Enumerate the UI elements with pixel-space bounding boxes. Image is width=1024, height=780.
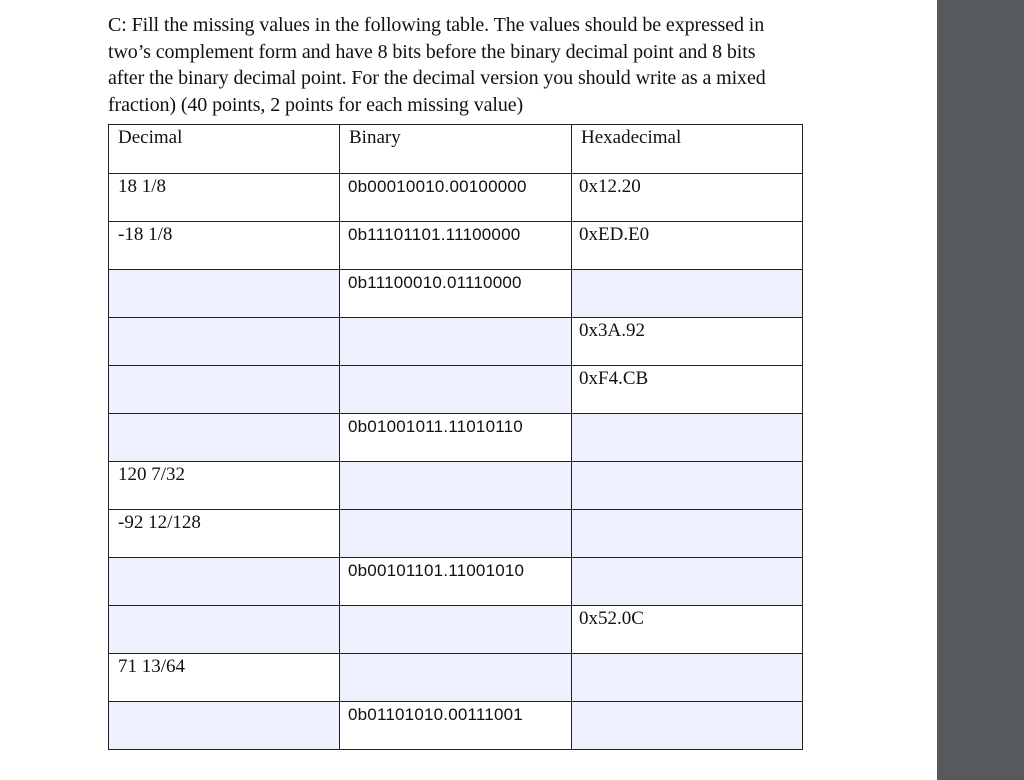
- hex-cell: 0x52.0C: [572, 606, 803, 654]
- decimal-cell: -92 12/128: [109, 510, 340, 558]
- decimal-cell: -18 1/8: [109, 222, 340, 270]
- binary-cell: 0b00101101.11001010: [340, 558, 572, 606]
- table-row: [109, 702, 803, 750]
- decimal-cell[interactable]: [109, 318, 340, 366]
- binary-cell[interactable]: [340, 366, 572, 414]
- binary-cell[interactable]: [340, 462, 572, 510]
- hex-cell: 0x12.20: [572, 174, 803, 222]
- hex-cell[interactable]: [572, 414, 803, 462]
- hex-cell: 0xF4.CB: [572, 366, 803, 414]
- header-hexadecimal: Hexadecimal: [572, 125, 803, 174]
- hex-cell[interactable]: [572, 654, 803, 702]
- header-binary: Binary: [340, 125, 572, 174]
- question-line: fraction) (40 points, 2 points for each missing value): [108, 93, 524, 116]
- table-row: [109, 462, 803, 510]
- binary-cell[interactable]: [340, 510, 572, 558]
- header-decimal: Decimal: [109, 125, 340, 174]
- table-row: [109, 222, 803, 270]
- binary-cell[interactable]: [340, 318, 572, 366]
- hex-cell[interactable]: [572, 462, 803, 510]
- binary-cell: 0b01101010.00111001: [340, 702, 572, 750]
- binary-cell[interactable]: [340, 654, 572, 702]
- table-header-row: [109, 125, 803, 174]
- binary-cell: 0b11101101.11100000: [340, 222, 572, 270]
- hex-cell[interactable]: [572, 270, 803, 318]
- table-row: [109, 414, 803, 462]
- question-text: [108, 12, 833, 118]
- decimal-cell: 18 1/8: [109, 174, 340, 222]
- decimal-cell[interactable]: [109, 702, 340, 750]
- viewer-side-panel: [937, 0, 1024, 780]
- hex-cell: 0x3A.92: [572, 318, 803, 366]
- table-row: [109, 606, 803, 654]
- decimal-cell: 120 7/32: [109, 462, 340, 510]
- binary-cell: 0b00010010.00100000: [340, 174, 572, 222]
- table-row: [109, 558, 803, 606]
- decimal-cell[interactable]: [109, 270, 340, 318]
- binary-cell[interactable]: [340, 606, 572, 654]
- binary-cell: 0b01001011.11010110: [340, 414, 572, 462]
- decimal-cell[interactable]: [109, 414, 340, 462]
- table-row: [109, 318, 803, 366]
- hex-cell[interactable]: [572, 558, 803, 606]
- table-row: [109, 174, 803, 222]
- decimal-cell[interactable]: [109, 606, 340, 654]
- decimal-cell: 71 13/64: [109, 654, 340, 702]
- hex-cell[interactable]: [572, 510, 803, 558]
- question-line: two’s complement form and have 8 bits before the binary decimal point and 8 bits: [108, 40, 756, 63]
- table-row: [109, 366, 803, 414]
- binary-cell: 0b11100010.01110000: [340, 270, 572, 318]
- table-row: [109, 654, 803, 702]
- decimal-cell[interactable]: [109, 366, 340, 414]
- hex-cell[interactable]: [572, 702, 803, 750]
- decimal-cell[interactable]: [109, 558, 340, 606]
- hex-cell: 0xED.E0: [572, 222, 803, 270]
- table-row: [109, 270, 803, 318]
- table-row: [109, 510, 803, 558]
- conversion-table: [108, 124, 803, 750]
- question-line: after the binary decimal point. For the decimal version you should write as a mixed: [108, 67, 766, 89]
- question-line: C: Fill the missing values in the following table. The values should be expressed in: [108, 14, 765, 36]
